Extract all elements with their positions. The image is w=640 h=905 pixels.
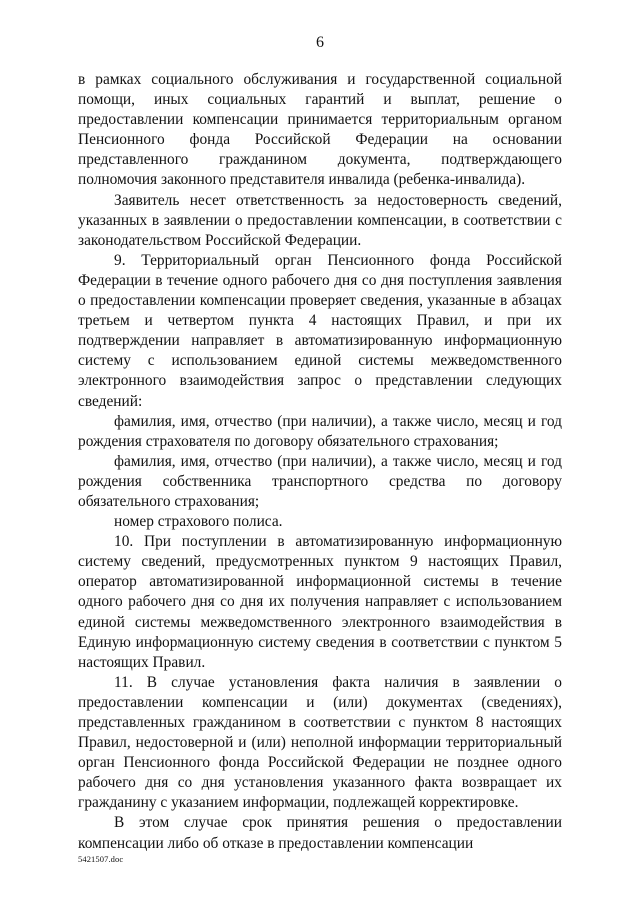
paragraph: 10. При поступлении в автоматизированную информационную систему сведений, предусмотренных пунктом 9 настоящих Правил, оператор автоматизированной информационной системы в течение одного рабочего дня со дня их получения направляет с использованием единой системы межведомственного электронного взаимодействия в Единую информационную систему сведения в соответствии с пунктом 5 настоящих Правил. [78,533,562,671]
paragraph: В этом случае срок принятия решения о предоставлении компенсации либо об отказе в предоставлении компенсации [78,814,562,852]
paragraph: Заявитель несет ответственность за недостоверность сведений, указанных в заявлении о предоставлении компенсации, в соответствии с законодательством Российской Федерации. [78,191,562,249]
paragraph: в рамках социального обслуживания и государственной социальной помощи, иных социальных гарантий и выплат, решение о предоставлении компенсации принимается территориальным органом Пенсионного фонда Российской Федерации на основании представленного гражданином документа, подтверждающего полномочия законного представителя инвалида (ребенка-инвалида). [78,71,562,189]
footer-filename: 5421507.doc [78,854,124,864]
paragraph: фамилия, имя, отчество (при наличии), а также число, месяц и год рождения собственника транспортного средства по договору обязательного страхования; [78,452,562,510]
paragraph: номер страхового полиса. [114,513,283,531]
document-body [78,70,562,854]
paragraph: 11. В случае установления факта наличия в заявлении о предоставлении компенсации и (или) документах (сведениях), представленных гражданином в соответствии с пунктом 8 настоящих Правил, недостоверной и (или) неполной информации территориальный орган Пенсионного фонда Российской Федерации не позднее одного рабочего дня со дня установления указанного факта возвращает их гражданину с указанием информации, подлежащей корректировке. [78,673,562,812]
paragraph: фамилия, имя, отчество (при наличии), а также число, месяц и год рождения страхователя по договору обязательного страхования; [78,412,562,450]
paragraph: 9. Территориальный орган Пенсионного фонда Российской Федерации в течение одного рабочего дня со дня поступления заявления о предоставлении компенсации проверяет сведения, указанные в абзацах третьем и четвертом пункта 4 настоящих Правил, и при их подтверждении направляет в автоматизированную информационную систему с использованием единой системы межведомственного электронного взаимодействия запрос о представлении следующих сведений: [78,251,562,410]
page-number: 6 [316,34,324,51]
